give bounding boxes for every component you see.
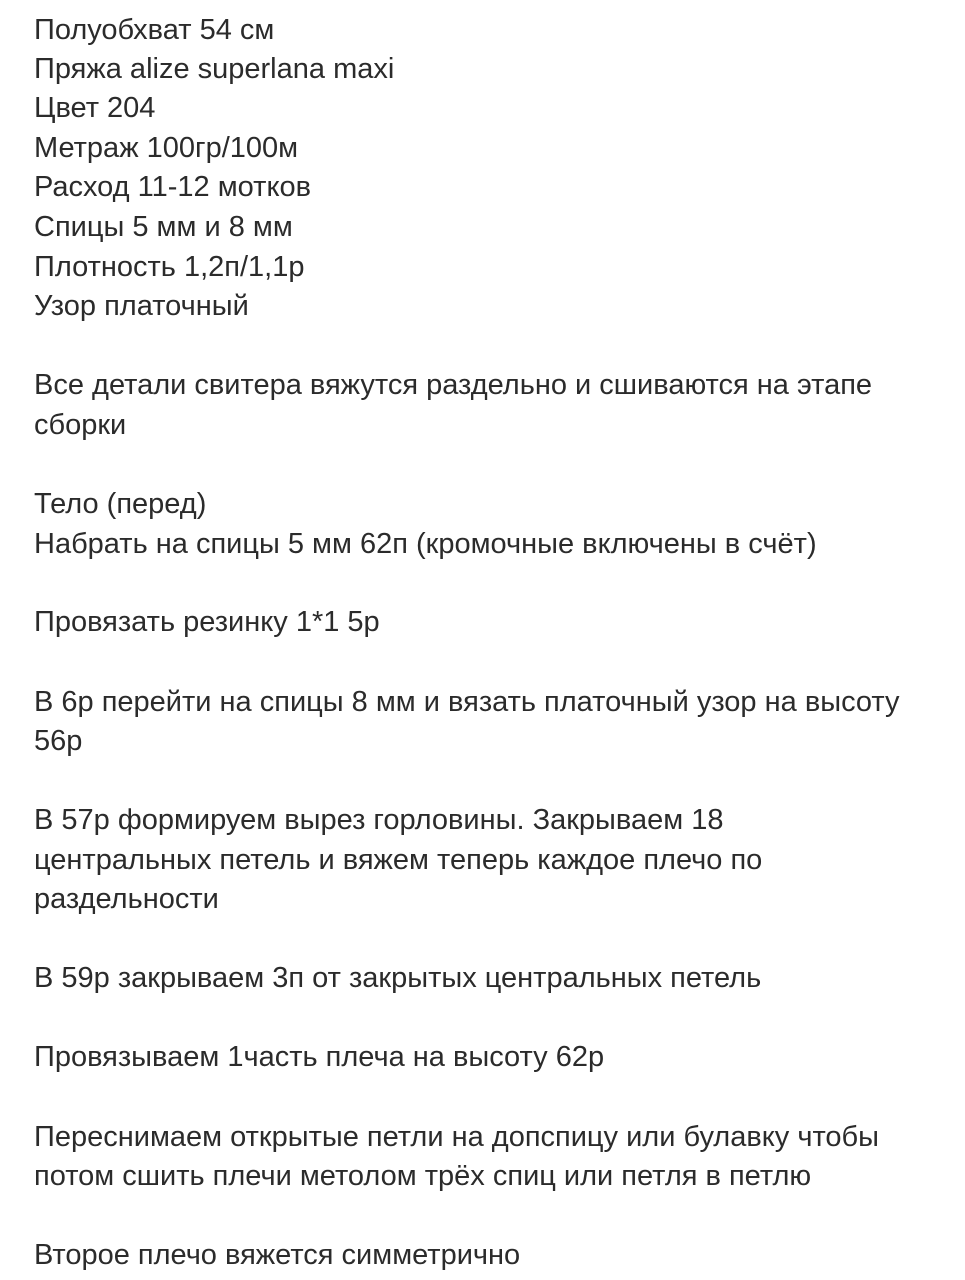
spec-color: Цвет 204	[34, 92, 156, 124]
intro-line-1: Все детали свитера вяжутся раздельно и сшиваются на этапе	[34, 369, 873, 401]
spec-needles: Спицы 5 мм и 8 мм	[34, 211, 293, 243]
spec-yardage: Метраж 100гр/100м	[34, 132, 299, 164]
spec-gauge: Плотность 1,2п/1,1р	[34, 251, 305, 283]
bind-off-instruction: В 59р закрываем 3п от закрытых центральных петель	[34, 962, 762, 994]
spec-consumption: Расход 11-12 мотков	[34, 171, 311, 203]
cast-on-instruction: Набрать на спицы 5 мм 62п (кромочные включены в счёт)	[34, 528, 817, 560]
neckline-instruction-line-2: центральных петель и вяжем теперь каждое плечо по	[34, 844, 763, 876]
pattern-instruction-line-2: 56р	[34, 725, 83, 757]
second-shoulder-instruction: Второе плечо вяжется симметрично	[34, 1239, 521, 1271]
intro-line-2: сборки	[34, 409, 127, 441]
spec-pattern: Узор платочный	[34, 290, 249, 322]
ribbing-instruction: Провязать резинку 1*1 5р	[34, 606, 380, 638]
section-title-front: Тело (перед)	[34, 488, 207, 520]
neckline-instruction-line-3: раздельности	[34, 883, 219, 915]
spec-half-girth: Полуобхват 54 см	[34, 14, 275, 46]
spec-yarn: Пряжа alize superlana maxi	[34, 53, 395, 85]
transfer-instruction-line-2: потом сшить плечи метолом трёх спиц или петля в петлю	[34, 1160, 812, 1192]
neckline-instruction-line-1: В 57р формируем вырез горловины. Закрываем 18	[34, 804, 724, 836]
pattern-instruction-line-1: В 6р перейти на спицы 8 мм и вязать платочный узор на высоту	[34, 686, 900, 718]
shoulder-instruction: Провязываем 1часть плеча на высоту 62р	[34, 1041, 605, 1073]
transfer-instruction-line-1: Переснимаем открытые петли на допспицу или булавку чтобы	[34, 1121, 879, 1153]
